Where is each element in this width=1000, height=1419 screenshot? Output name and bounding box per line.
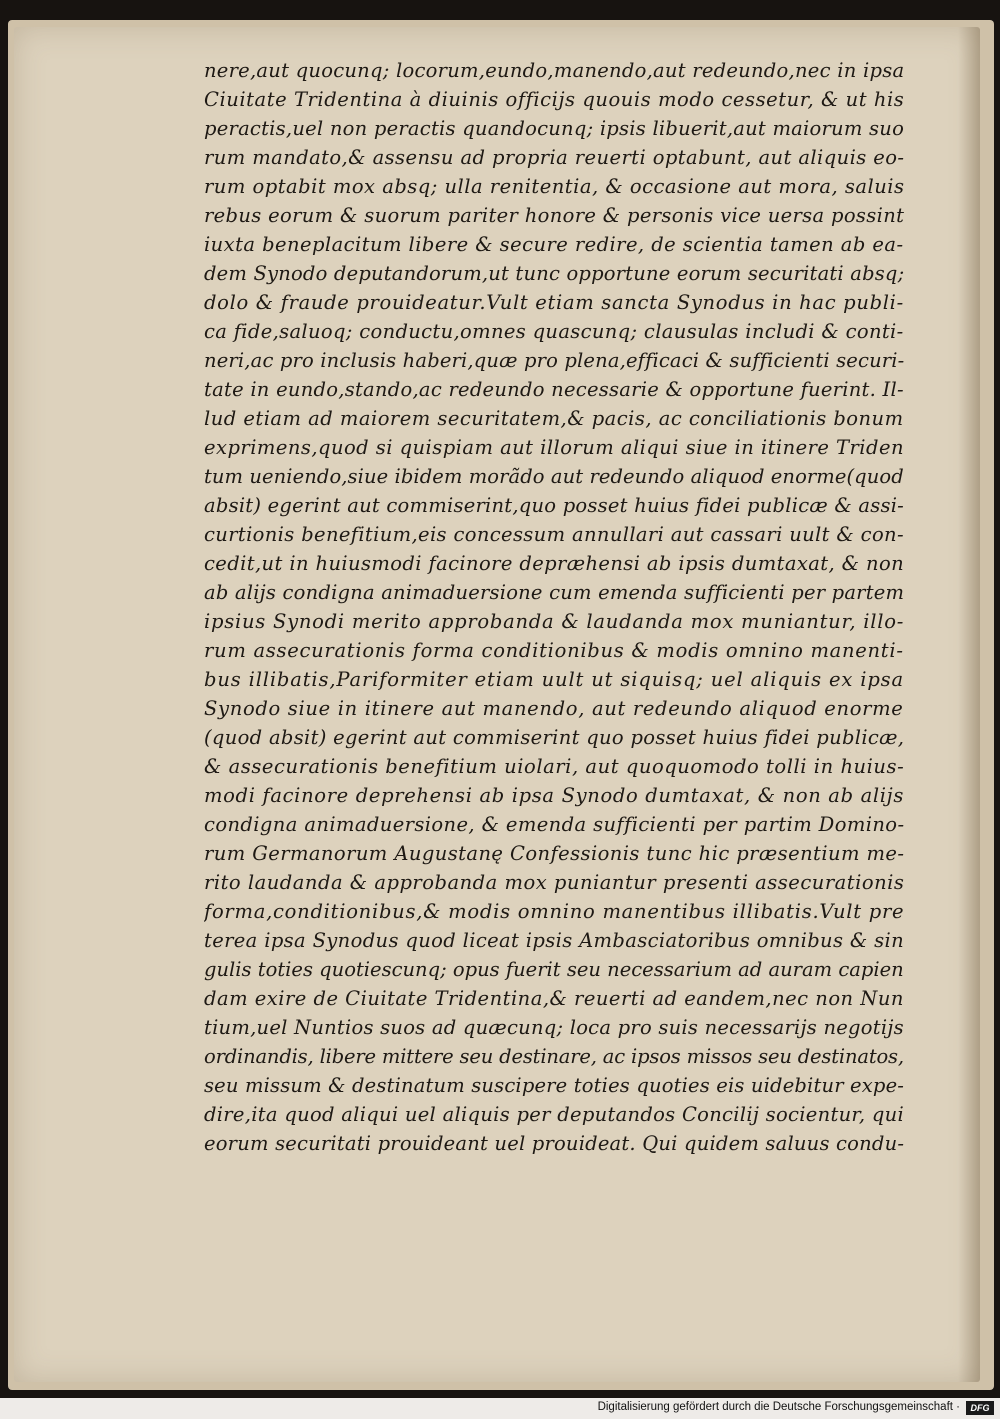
- text-line: rum mandato,& assensu ad propria reuerti optabunt, aut aliquis eo-: [204, 146, 904, 169]
- text-line: rum Germanorum Augustanę Confessionis tunc hic præsentium me-: [204, 842, 904, 865]
- text-line: iuxta beneplacitum libere & secure redire, de scientia tamen ab ea-: [204, 233, 904, 256]
- text-line: dem Synodo deputandorum,ut tunc opportune eorum securitati absq;: [204, 262, 904, 285]
- text-line: tum ueniendo,siue ibidem morãdo aut redeundo aliquod enorme(quod: [204, 465, 904, 488]
- text-line: dolo & fraude prouideatur.Vult etiam sancta Synodus in hac publi-: [204, 291, 904, 314]
- text-line: tium,uel Nuntios suos ad quæcunq; loca pro suis necessarijs negotijs: [204, 1016, 904, 1039]
- text-line: dire,ita quod aliqui uel aliquis per deputandos Concilij socientur, qui: [204, 1103, 904, 1126]
- text-line: rebus eorum & suorum pariter honore & personis vice uersa possint: [204, 204, 904, 227]
- text-line: & assecurationis benefitium uiolari, aut quoquomodo tolli in huius-: [204, 755, 904, 778]
- text-line: eorum securitati prouideant uel prouideat. Qui quidem saluus condu-: [204, 1132, 904, 1155]
- text-line: modi facinore deprehensi ab ipsa Synodo dumtaxat, & non ab alijs: [204, 784, 904, 807]
- latin-text-body: [204, 56, 904, 1158]
- text-line: curtionis benefitium,eis concessum annullari aut cassari uult & con-: [204, 523, 904, 546]
- text-line: forma,conditionibus,& modis omnino manentibus illibatis.Vult pre: [204, 900, 904, 923]
- text-line: bus illibatis,Pariformiter etiam uult ut siquisq; uel aliquis ex ipsa: [204, 668, 904, 691]
- text-line: (quod absit) egerint aut commiserint quo posset huius fidei publicæ,: [204, 726, 904, 749]
- text-line: tate in eundo,stando,ac redeundo necessarie & opportune fuerint. Il-: [204, 378, 904, 401]
- text-line: Synodo siue in itinere aut manendo, aut redeundo aliquod enorme: [204, 697, 904, 720]
- text-line: absit) egerint aut commiserint,quo posset huius fidei publicæ & assi-: [204, 494, 904, 517]
- text-line: ordinandis, libere mittere seu destinare, ac ipsos missos seu destinatos,: [204, 1045, 904, 1068]
- footer-bar: [0, 1398, 1000, 1419]
- text-line: nere,aut quocunq; locorum,eundo,manendo,aut redeundo,nec in ipsa: [204, 59, 904, 82]
- text-line: peractis,uel non peractis quandocunq; ipsis libuerit,aut maiorum suo: [204, 117, 904, 140]
- text-line: seu missum & destinatum suscipere toties quoties eis uidebitur expe-: [204, 1074, 904, 1097]
- text-line: ipsius Synodi merito approbanda & laudanda mox muniantur, illo-: [204, 610, 904, 633]
- text-line: ca fide,saluoq; conductu,omnes quascunq; clausulas includi & conti-: [204, 320, 904, 343]
- text-line: rum optabit mox absq; ulla renitentia, & occasione aut mora, saluis: [204, 175, 904, 198]
- text-line: lud etiam ad maiorem securitatem,& pacis, ac conciliationis bonum: [204, 407, 904, 430]
- text-line: cedit,ut in huiusmodi facinore depræhensi ab ipsis dumtaxat, & non: [204, 552, 904, 575]
- text-line: terea ipsa Synodus quod liceat ipsis Ambasciatoribus omnibus & sin: [204, 929, 904, 952]
- text-line: dam exire de Ciuitate Tridentina,& reuerti ad eandem,nec non Nun: [204, 987, 904, 1010]
- text-line: ab alijs condigna animaduersione cum emenda sufficienti per partem: [204, 581, 904, 604]
- text-line: exprimens,quod si quispiam aut illorum aliqui siue in itinere Triden: [204, 436, 904, 459]
- text-line: rito laudanda & approbanda mox puniantur presenti assecurationis: [204, 871, 904, 894]
- dfg-logo: DFG: [966, 1401, 994, 1415]
- text-line: neri,ac pro inclusis haberi,quæ pro plena,efficaci & sufficienti securi-: [204, 349, 904, 372]
- text-line: Ciuitate Tridentina à diuinis officijs quouis modo cessetur, & ut his: [204, 88, 904, 111]
- text-line: rum assecurationis forma conditionibus & modis omnino manenti-: [204, 639, 904, 662]
- gutter-shadow: [958, 27, 980, 1382]
- text-line: condigna animaduersione, & emenda sufficienti per partim Domino-: [204, 813, 904, 836]
- text-line: gulis toties quotiescunq; opus fuerit seu necessarium ad auram capien: [204, 958, 904, 981]
- funding-credit: Digitalisierung gefördert durch die Deutsche Forschungsgemeinschaft ·: [597, 1401, 960, 1413]
